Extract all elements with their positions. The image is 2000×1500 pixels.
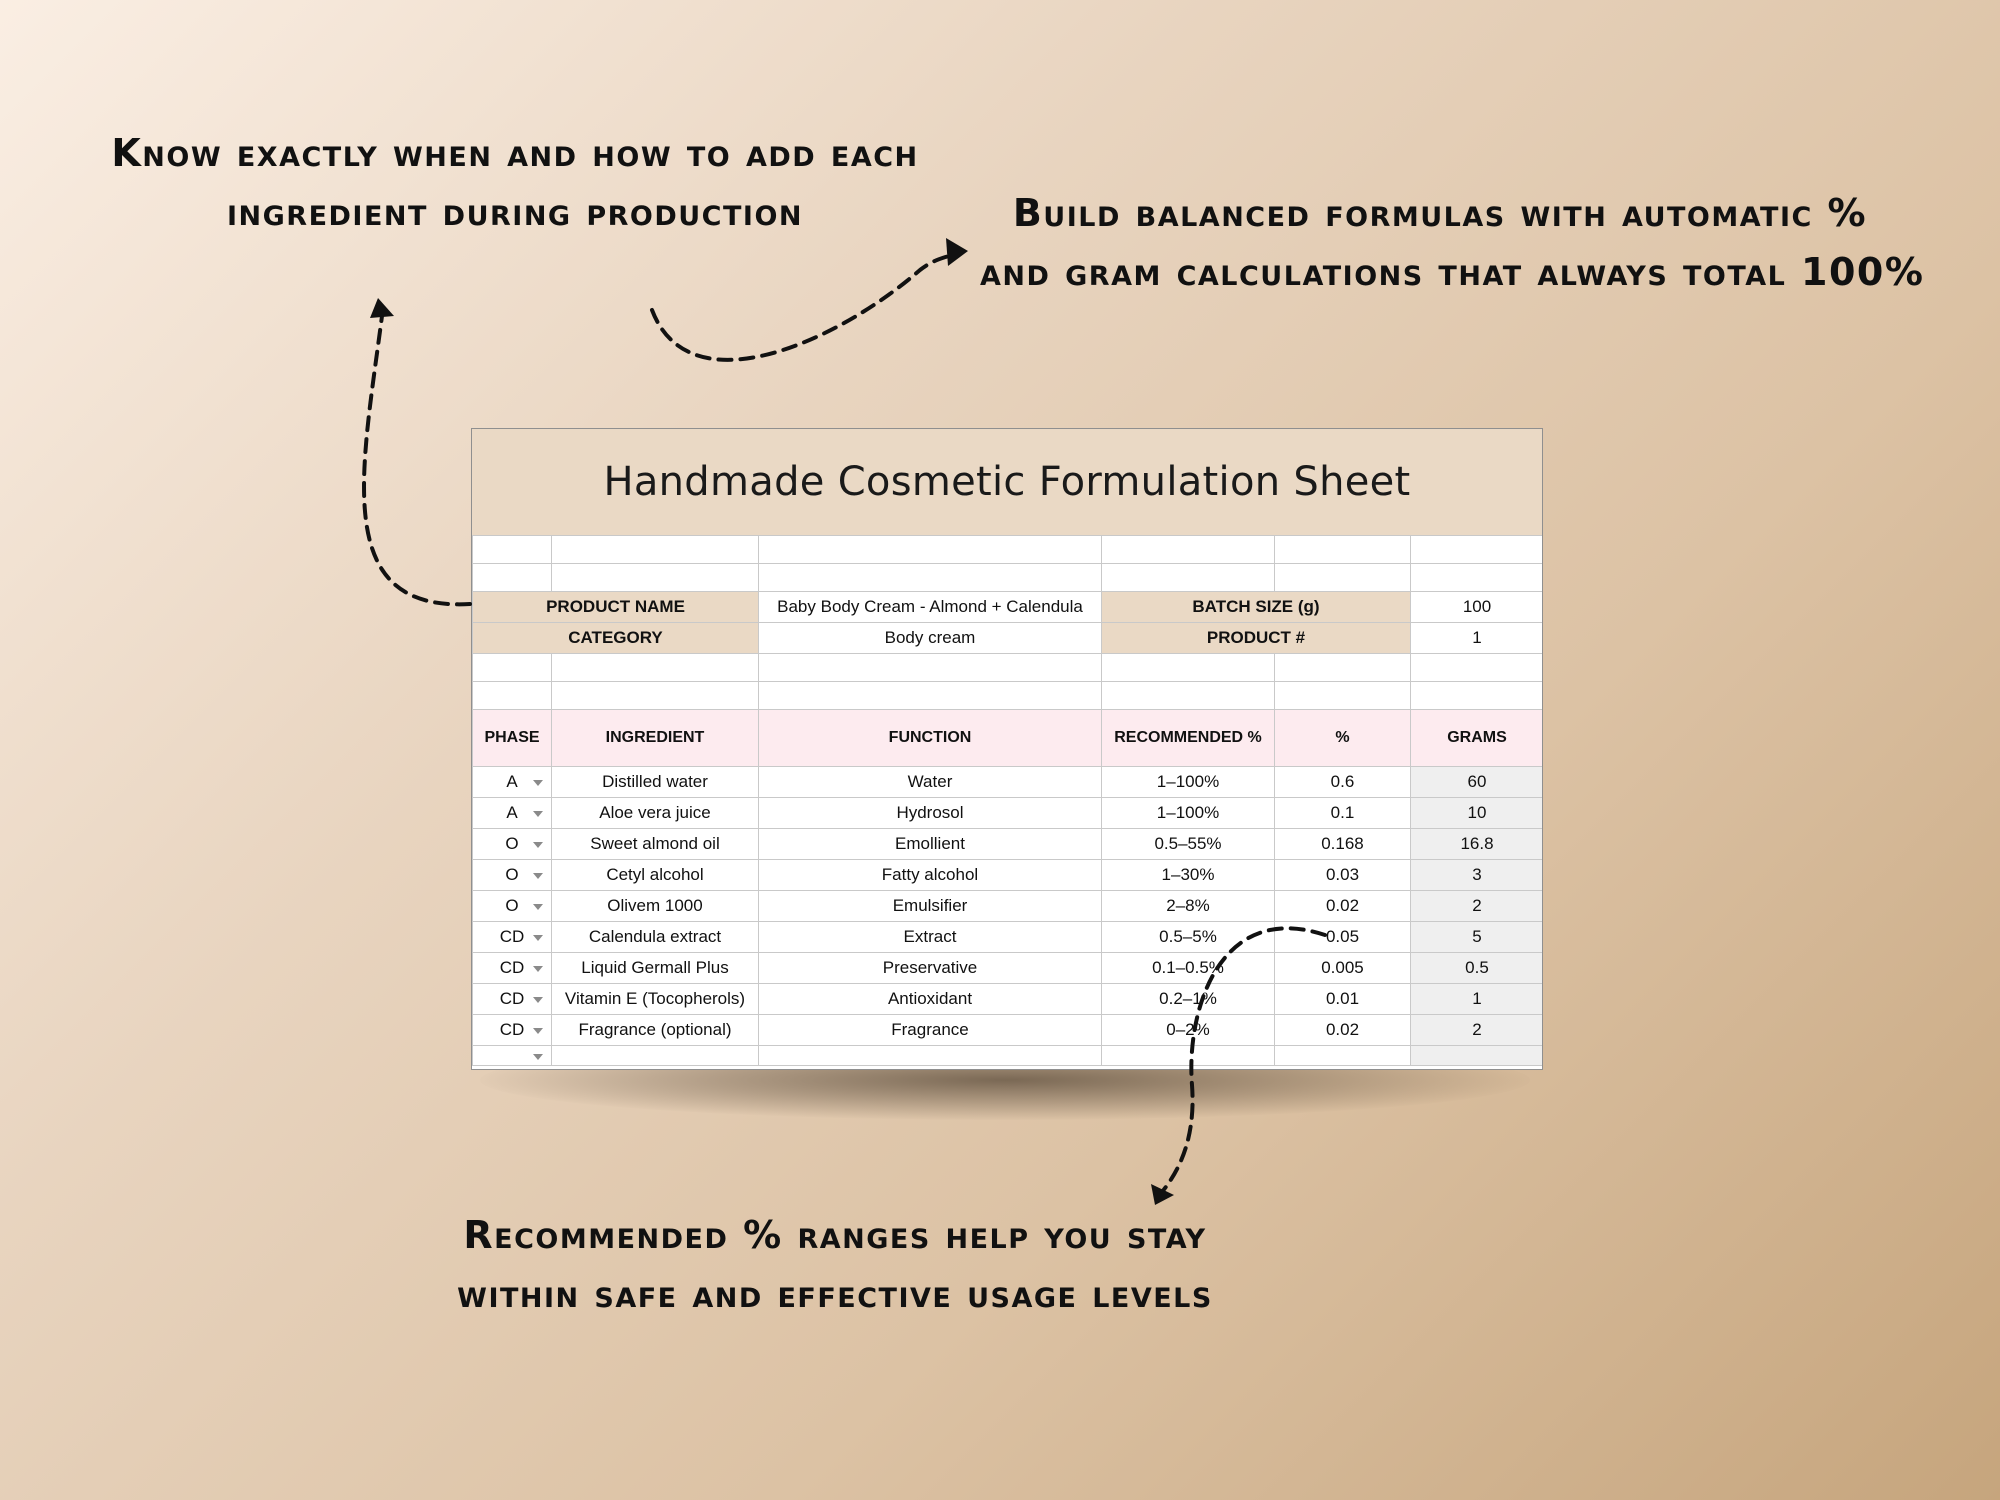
column-header-recommended: RECOMMENDED % bbox=[1102, 710, 1275, 767]
empty-cell[interactable] bbox=[1411, 682, 1544, 710]
blank-row bbox=[473, 682, 1544, 710]
grams-cell[interactable]: 10 bbox=[1411, 798, 1544, 829]
function-cell[interactable]: Extract bbox=[759, 922, 1102, 953]
callout-recommended-ranges bbox=[420, 1206, 1250, 1324]
dashed-arrow-to-phase bbox=[364, 316, 470, 604]
function-cell[interactable]: Fatty alcohol bbox=[759, 860, 1102, 891]
recommended-cell[interactable]: 0.5–55% bbox=[1102, 829, 1275, 860]
column-header-percent: % bbox=[1275, 710, 1411, 767]
blank-row bbox=[473, 654, 1544, 682]
phase-value: CD bbox=[499, 927, 525, 946]
grams-cell[interactable]: 5 bbox=[1411, 922, 1544, 953]
phase-dropdown[interactable] bbox=[473, 1015, 552, 1046]
chevron-down-icon[interactable] bbox=[533, 997, 543, 1003]
category-row bbox=[473, 623, 1544, 654]
empty-cell[interactable] bbox=[1102, 682, 1275, 710]
recommended-cell[interactable]: 0–2% bbox=[1102, 1015, 1275, 1046]
recommended-cell[interactable]: 0.1–0.5% bbox=[1102, 953, 1275, 984]
empty-cell[interactable] bbox=[473, 536, 552, 564]
percent-cell[interactable]: 0.1 bbox=[1275, 798, 1411, 829]
phase-value: CD bbox=[499, 958, 525, 977]
recommended-cell[interactable]: 1–30% bbox=[1102, 860, 1275, 891]
dashed-arrow-to-formulas bbox=[652, 252, 956, 360]
empty-cell[interactable] bbox=[552, 682, 759, 710]
function-cell[interactable]: Emollient bbox=[759, 829, 1102, 860]
empty-cell[interactable] bbox=[1102, 1046, 1275, 1066]
empty-cell[interactable] bbox=[552, 564, 759, 592]
empty-cell[interactable] bbox=[552, 536, 759, 564]
ingredient-cell[interactable]: Olivem 1000 bbox=[552, 891, 759, 922]
empty-cell[interactable] bbox=[473, 682, 552, 710]
chevron-down-icon[interactable] bbox=[533, 1054, 543, 1060]
column-header-grams: GRAMS bbox=[1411, 710, 1544, 767]
formulation-spreadsheet bbox=[471, 428, 1543, 1070]
table-row bbox=[473, 829, 1544, 860]
ingredient-cell[interactable]: Distilled water bbox=[552, 767, 759, 798]
empty-cell[interactable] bbox=[473, 654, 552, 682]
recommended-cell[interactable]: 2–8% bbox=[1102, 891, 1275, 922]
ingredient-cell[interactable]: Liquid Germall Plus bbox=[552, 953, 759, 984]
table-row bbox=[473, 767, 1544, 798]
phase-dropdown[interactable] bbox=[473, 953, 552, 984]
callout-line: Build balanced formulas with automatic % bbox=[1012, 191, 1868, 235]
column-header-row bbox=[473, 710, 1544, 767]
empty-cell[interactable] bbox=[1102, 536, 1275, 564]
sheet-title: Handmade Cosmetic Formulation Sheet bbox=[472, 429, 1542, 535]
empty-cell[interactable] bbox=[1411, 654, 1544, 682]
empty-row bbox=[473, 1046, 1544, 1066]
phase-dropdown[interactable] bbox=[473, 1046, 552, 1066]
empty-cell[interactable] bbox=[473, 564, 552, 592]
callout-line: within safe and effective usage levels bbox=[457, 1272, 1213, 1316]
phase-dropdown[interactable] bbox=[473, 984, 552, 1015]
empty-cell[interactable] bbox=[1411, 1046, 1544, 1066]
column-header-ingredient: INGREDIENT bbox=[552, 710, 759, 767]
function-cell[interactable]: Preservative bbox=[759, 953, 1102, 984]
product-name-label: PRODUCT NAME bbox=[473, 592, 759, 623]
percent-cell[interactable]: 0.6 bbox=[1275, 767, 1411, 798]
grams-cell[interactable]: 2 bbox=[1411, 891, 1544, 922]
chevron-down-icon[interactable] bbox=[533, 873, 543, 879]
phase-dropdown[interactable] bbox=[473, 891, 552, 922]
table-row bbox=[473, 891, 1544, 922]
empty-cell[interactable] bbox=[759, 682, 1102, 710]
callout-production-timing bbox=[110, 124, 920, 242]
chevron-down-icon[interactable] bbox=[533, 935, 543, 941]
empty-cell[interactable] bbox=[1102, 654, 1275, 682]
chevron-down-icon[interactable] bbox=[533, 842, 543, 848]
empty-cell[interactable] bbox=[759, 654, 1102, 682]
percent-cell[interactable]: 0.03 bbox=[1275, 860, 1411, 891]
grams-cell[interactable]: 3 bbox=[1411, 860, 1544, 891]
table-row bbox=[473, 984, 1544, 1015]
product-name-cell[interactable]: Baby Body Cream - Almond + Calendula bbox=[759, 592, 1102, 623]
recommended-cell[interactable]: 0.2–1% bbox=[1102, 984, 1275, 1015]
empty-cell[interactable] bbox=[759, 1046, 1102, 1066]
callout-line: and gram calculations that always total 100% bbox=[980, 250, 1925, 294]
recommended-cell[interactable]: 1–100% bbox=[1102, 798, 1275, 829]
ingredient-cell[interactable]: Sweet almond oil bbox=[552, 829, 759, 860]
batch-size-cell[interactable]: 100 bbox=[1411, 592, 1544, 623]
formulation-grid bbox=[472, 535, 1543, 1066]
empty-cell[interactable] bbox=[1411, 564, 1544, 592]
empty-cell[interactable] bbox=[759, 564, 1102, 592]
phase-dropdown[interactable] bbox=[473, 829, 552, 860]
phase-value: CD bbox=[499, 989, 525, 1008]
empty-cell[interactable] bbox=[552, 654, 759, 682]
function-cell[interactable]: Fragrance bbox=[759, 1015, 1102, 1046]
percent-cell[interactable]: 0.02 bbox=[1275, 891, 1411, 922]
function-cell[interactable]: Water bbox=[759, 767, 1102, 798]
blank-row bbox=[473, 564, 1544, 592]
grams-cell[interactable]: 60 bbox=[1411, 767, 1544, 798]
empty-cell[interactable] bbox=[759, 536, 1102, 564]
percent-cell[interactable]: 0.02 bbox=[1275, 1015, 1411, 1046]
chevron-down-icon[interactable] bbox=[533, 966, 543, 972]
table-row bbox=[473, 922, 1544, 953]
blank-row bbox=[473, 536, 1544, 564]
callout-balanced-formulas bbox=[980, 184, 1925, 302]
percent-cell[interactable]: 0.01 bbox=[1275, 984, 1411, 1015]
recommended-cell[interactable]: 1–100% bbox=[1102, 767, 1275, 798]
product-name-row bbox=[473, 592, 1544, 623]
function-cell[interactable]: Emulsifier bbox=[759, 891, 1102, 922]
percent-cell[interactable]: 0.168 bbox=[1275, 829, 1411, 860]
phase-dropdown[interactable] bbox=[473, 767, 552, 798]
chevron-down-icon[interactable] bbox=[533, 811, 543, 817]
ingredient-cell[interactable]: Vitamin E (Tocopherols) bbox=[552, 984, 759, 1015]
grams-cell[interactable]: 0.5 bbox=[1411, 953, 1544, 984]
grams-cell[interactable]: 1 bbox=[1411, 984, 1544, 1015]
table-row bbox=[473, 860, 1544, 891]
phase-dropdown[interactable] bbox=[473, 922, 552, 953]
function-cell[interactable]: Antioxidant bbox=[759, 984, 1102, 1015]
empty-cell[interactable] bbox=[552, 1046, 759, 1066]
category-label: CATEGORY bbox=[473, 623, 759, 654]
column-header-phase: PHASE bbox=[473, 710, 552, 767]
table-row bbox=[473, 953, 1544, 984]
recommended-cell[interactable]: 0.5–5% bbox=[1102, 922, 1275, 953]
column-header-function: FUNCTION bbox=[759, 710, 1102, 767]
batch-size-label: BATCH SIZE (g) bbox=[1102, 592, 1411, 623]
percent-cell[interactable]: 0.005 bbox=[1275, 953, 1411, 984]
phase-value: A bbox=[506, 772, 518, 791]
arrowhead-down-icon bbox=[1151, 1184, 1174, 1205]
product-number-label: PRODUCT # bbox=[1102, 623, 1411, 654]
category-cell[interactable]: Body cream bbox=[759, 623, 1102, 654]
phase-dropdown[interactable] bbox=[473, 798, 552, 829]
empty-cell[interactable] bbox=[1411, 536, 1544, 564]
empty-cell[interactable] bbox=[1275, 536, 1411, 564]
ingredient-cell[interactable]: Calendula extract bbox=[552, 922, 759, 953]
empty-cell[interactable] bbox=[1275, 564, 1411, 592]
empty-cell[interactable] bbox=[1275, 654, 1411, 682]
chevron-down-icon[interactable] bbox=[533, 904, 543, 910]
phase-value: A bbox=[506, 803, 518, 822]
table-row bbox=[473, 1015, 1544, 1046]
arrowhead-up-icon bbox=[370, 298, 394, 318]
grams-cell[interactable]: 16.8 bbox=[1411, 829, 1544, 860]
empty-cell[interactable] bbox=[1102, 564, 1275, 592]
phase-value: O bbox=[505, 865, 519, 884]
grams-cell[interactable]: 2 bbox=[1411, 1015, 1544, 1046]
percent-cell[interactable]: 0.05 bbox=[1275, 922, 1411, 953]
callout-line: Recommended % ranges help you stay bbox=[463, 1213, 1207, 1257]
arrowhead-right-icon bbox=[946, 238, 968, 266]
ingredient-cell[interactable]: Fragrance (optional) bbox=[552, 1015, 759, 1046]
callout-line: ingredient during production bbox=[226, 190, 804, 234]
phase-value: O bbox=[505, 896, 519, 915]
phase-dropdown[interactable] bbox=[473, 860, 552, 891]
empty-cell[interactable] bbox=[1275, 682, 1411, 710]
table-row bbox=[473, 798, 1544, 829]
chevron-down-icon[interactable] bbox=[533, 780, 543, 786]
chevron-down-icon[interactable] bbox=[533, 1028, 543, 1034]
phase-value: CD bbox=[499, 1020, 525, 1039]
ingredient-cell[interactable]: Cetyl alcohol bbox=[552, 860, 759, 891]
empty-cell[interactable] bbox=[1275, 1046, 1411, 1066]
phase-value: O bbox=[505, 834, 519, 853]
product-number-cell[interactable]: 1 bbox=[1411, 623, 1544, 654]
ingredient-cell[interactable]: Aloe vera juice bbox=[552, 798, 759, 829]
callout-line: Know exactly when and how to add each bbox=[111, 131, 919, 175]
function-cell[interactable]: Hydrosol bbox=[759, 798, 1102, 829]
